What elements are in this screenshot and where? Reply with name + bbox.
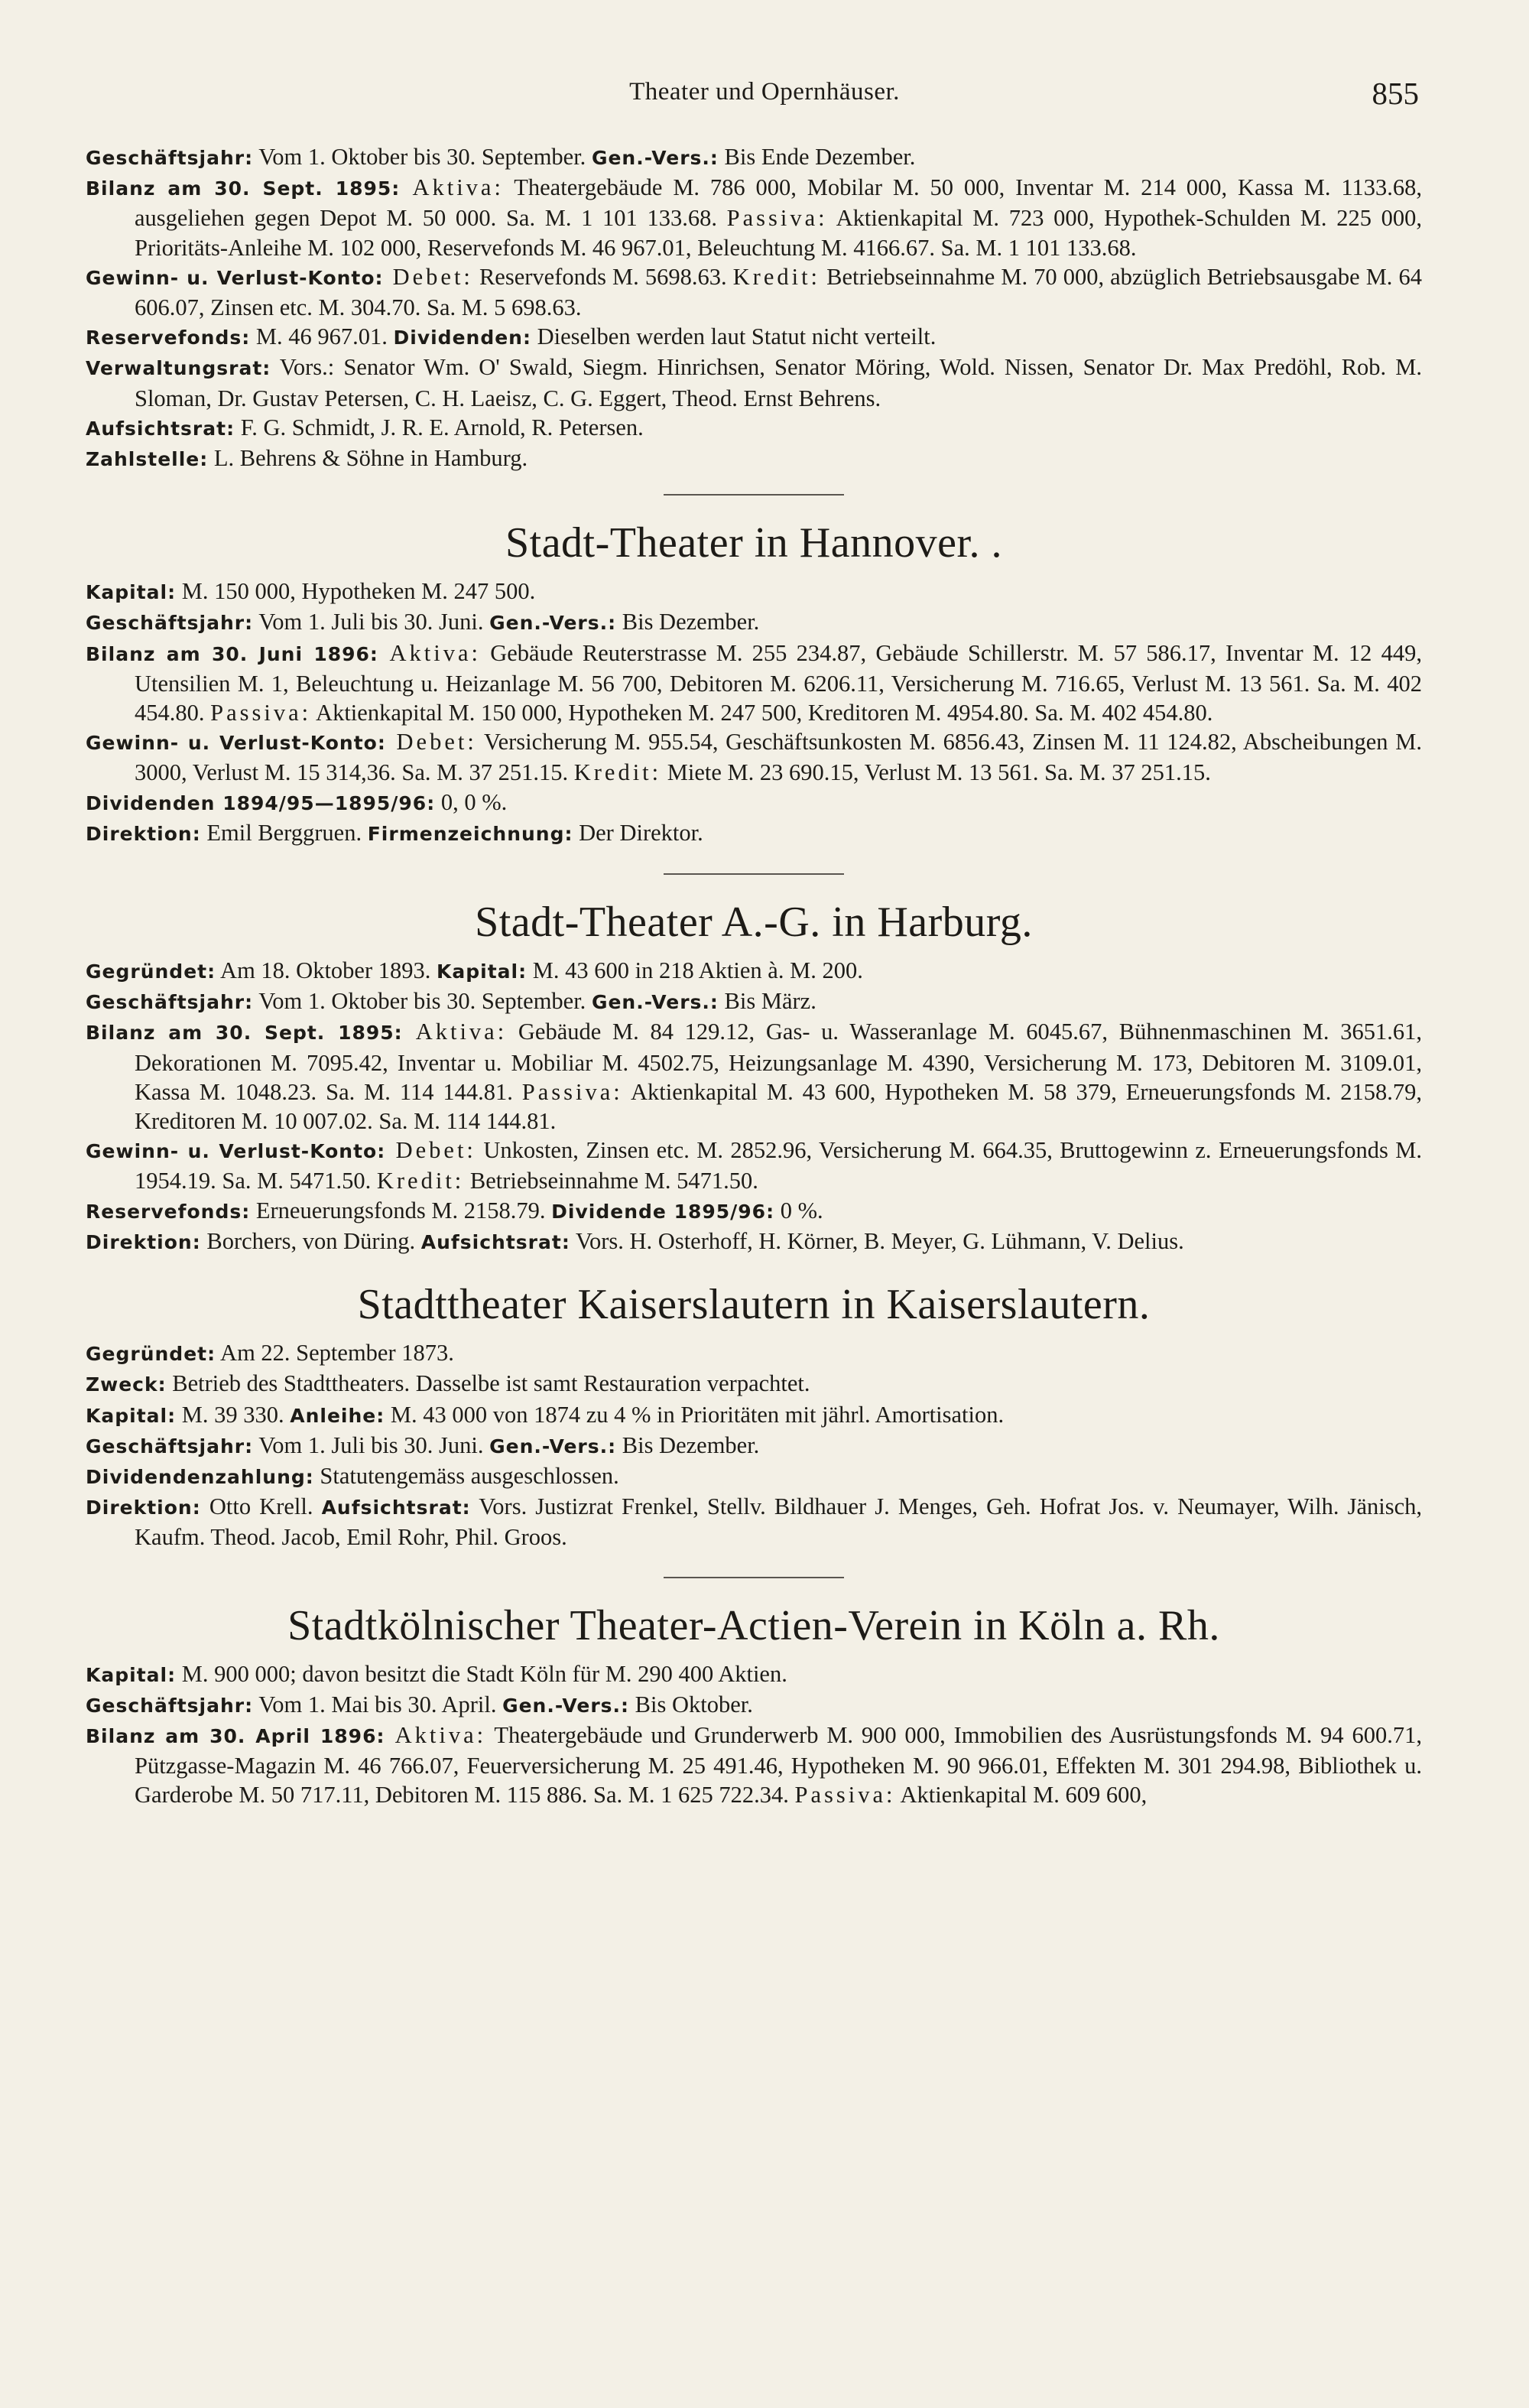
entry-text: Betrieb des Stadttheaters. Dasselbe ist samt Restauration verpachtet.: [166, 1370, 810, 1397]
entry-text: Aktienkapital M. 43 600, Hypotheken M. 58 379, Erneuerungsfonds M. 2158.79, Kreditoren M. 10 007.02. Sa. M. 114 144.81.: [135, 1078, 1422, 1135]
entry-direktion: [86, 1492, 1422, 1552]
entry-text: Der Direktor.: [573, 819, 703, 846]
entry-kapital: [86, 1659, 1422, 1690]
section-title: Stadttheater Kaiserslautern in Kaiserslautern.: [357, 1281, 1151, 1329]
entry-text: Vom 1. Oktober bis 30. September.: [253, 988, 592, 1015]
entry-key: Dividenden:: [393, 327, 531, 349]
entry-key: Gegründet:: [86, 1343, 216, 1366]
section-title: Stadtkölnischer Theater-Actien-Verein in Köln a. Rh.: [287, 1601, 1220, 1649]
entry-direktion: [86, 1227, 1422, 1257]
entry-subhead: Debet:: [385, 729, 477, 756]
entry-aufsichtsrat: [86, 413, 1422, 444]
entry-key: Direktion:: [86, 822, 201, 845]
section-koeln: [86, 1601, 1422, 1810]
entry-key: Geschäftsjahr:: [86, 1435, 254, 1457]
entry-key: Gen.-Vers.:: [489, 612, 617, 635]
entry-text: 0, 0 %.: [435, 788, 508, 815]
entry-key: Aufsichtsrat:: [321, 1496, 471, 1519]
entry-subhead: Kredit:: [732, 263, 821, 290]
entry-subhead: Aktiva:: [402, 1019, 508, 1045]
entry-text: M. 43 600 in 218 Aktien à. M. 200.: [527, 957, 863, 984]
entry-text: Vom 1. Juli bis 30. Juni.: [253, 609, 490, 635]
entry-gewinn-verlust: [86, 727, 1422, 787]
entry-direktion: [86, 818, 1422, 849]
entry-gewinn-verlust: [86, 262, 1422, 322]
entry-dividenden: [86, 788, 1422, 818]
entry-text: Unkosten, Zinsen etc. M. 2852.96, Versicherung M. 664.35, Bruttogewinn z. Erneuerungsfonds M. 1954.19. Sa. M. 5471.50.: [135, 1137, 1422, 1194]
entry-key: Bilanz am 30. Sept. 1895:: [86, 177, 401, 200]
section-hannover: [86, 518, 1422, 849]
entry-text: Statutengemäss ausgeschlossen.: [313, 1462, 619, 1489]
entry-text: Am 18. Oktober 1893.: [216, 957, 437, 984]
entry-key: Gen.-Vers.:: [489, 1435, 617, 1457]
entry-geschaeftsjahr: [86, 607, 1422, 638]
entry-text: Versicherung M. 955.54, Geschäftsunkosten M. 6856.43, Zinsen M. 11 124.82, Abscheibungen M. 3000, Verlust M. 15 314,36. Sa. M. 37 251.15.: [135, 729, 1422, 786]
entry-bilanz: [86, 173, 1422, 262]
running-header: [0, 75, 1529, 113]
entry-text: Bis März.: [718, 988, 816, 1015]
entry-text: Gebäude M. 84 129.12, Gas- u. Wasseranlage M. 6045.67, Bühnenmaschinen M. 3651.61, Dekorationen M. 7095.42, Inventar u. Mobiliar M. 4502.75, Heizungsanlage M. 4390, Versicherung M. 173, Debitoren M. 3109.01, Kassa M. 1048.23. Sa. M. 114 144.81.: [135, 1019, 1422, 1105]
entry-key: Kapital:: [86, 1663, 177, 1686]
page-number: 855: [1372, 76, 1419, 111]
entry-key: Direktion:: [86, 1496, 201, 1519]
entry-subhead: Kredit:: [573, 759, 662, 786]
entry-key: Anleihe:: [290, 1404, 385, 1427]
entry-bilanz: [86, 1721, 1422, 1810]
entry-key: Bilanz am 30. Sept. 1895:: [86, 1022, 403, 1045]
section-divider: [664, 1577, 844, 1578]
entry-key: Dividende 1895/96:: [551, 1200, 775, 1223]
entry-text: Am 22. September 1873.: [216, 1340, 454, 1366]
entry-key: Gewinn- u. Verlust-Konto:: [86, 266, 384, 289]
entry-gegruendet: [86, 956, 1422, 986]
entry-text: 0 %.: [774, 1197, 823, 1223]
entry-text: Dieselben werden laut Statut nicht verteilt.: [531, 323, 937, 350]
entry-key: Dividenden 1894/95—1895/96:: [86, 791, 436, 814]
entry-key: Aufsichtsrat:: [86, 417, 235, 440]
entry-text: F. G. Schmidt, J. R. E. Arnold, R. Petersen.: [235, 414, 644, 440]
entry-text: Aktienkapital M. 723 000, Hypothek-Schulden M. 225 000, Prioritäts-Anleihe M. 102 000, Reservefonds M. 46 967.01, Beleuchtung M. 4166.67. Sa. M. 1 101 133.68.: [135, 205, 1422, 261]
entry-text: Betriebseinnahme M. 5471.50.: [464, 1168, 758, 1194]
entry-geschaeftsjahr: [86, 986, 1422, 1017]
entry-text: M. 43 000 von 1874 zu 4 % in Prioritäten mit jährl. Amortisation.: [385, 1401, 1005, 1428]
entry-text: Reservefonds M. 5698.63.: [472, 263, 733, 290]
entry-zweck: [86, 1369, 1422, 1399]
entry-key: Aufsichtsrat:: [420, 1230, 570, 1253]
entry-key: Gewinn- u. Verlust-Konto:: [86, 1140, 386, 1163]
entry-text: Borchers, von Düring.: [200, 1227, 421, 1254]
entry-text: Bis Dezember.: [616, 609, 760, 635]
entry-text: Aktienkapital M. 150 000, Hypotheken M. 247 500, Kreditoren M. 4954.80. Sa. M. 402 454.80.: [311, 700, 1213, 726]
entry-dividendenzahlung: [86, 1461, 1422, 1492]
entry-verwaltungsrat: [86, 353, 1422, 412]
entry-reservefonds: [86, 1196, 1422, 1227]
entry-key: Gewinn- u. Verlust-Konto:: [86, 732, 386, 755]
entry-text: Theatergebäude M. 786 000, Mobilar M. 50 000, Inventar M. 214 000, Kassa M. 1133.68, ausgeliehen gegen Depot M. 50 000. Sa. M. 1 101 133.68.: [135, 174, 1422, 232]
entry-subhead: Kredit:: [376, 1168, 465, 1194]
entry-text: M. 900 000; davon besitzt die Stadt Köln für M. 290 400 Aktien.: [176, 1660, 787, 1687]
entry-text: Vors. H. Osterhoff, H. Körner, B. Meyer, G. Lühmann, V. Delius.: [570, 1227, 1184, 1254]
entry-text: Vom 1. Oktober bis 30. September.: [253, 144, 592, 170]
entry-key: Zahlstelle:: [86, 448, 209, 471]
entry-subhead: Aktiva:: [378, 639, 481, 666]
entry-geschaeftsjahr: [86, 1431, 1422, 1461]
entry-text: Aktienkapital M. 609 600,: [895, 1782, 1148, 1808]
running-title: Theater und Opernhäuser.: [629, 78, 900, 106]
entry-bilanz: [86, 639, 1422, 728]
entry-text: Theatergebäude und Grunderwerb M. 900 000, Immobilien des Ausrüstungsfonds M. 94 600.71, Pützgasse-Magazin M. 46 766.07, Feuerversicherung M. 25 491.46, Hypotheken M. 90 966.01, Effekten M. 301 294.98, Bibliothek u. Garderobe M. 50 717.11, Debitoren M. 115 886. Sa. M. 1 625 722.34.: [135, 1721, 1422, 1808]
entry-kapital: [86, 577, 1422, 607]
entry-bilanz: [86, 1017, 1422, 1136]
section-kaiserslautern: [86, 1280, 1422, 1552]
entry-text: Emil Berggruen.: [200, 819, 368, 846]
entry-key: Geschäftsjahr:: [86, 612, 254, 635]
entry-subhead: Aktiva:: [385, 1721, 487, 1748]
entry-text: Bis Oktober.: [629, 1691, 753, 1717]
entry-text: Vom 1. Juli bis 30. Juni.: [253, 1431, 490, 1458]
entry-key: Reservefonds:: [86, 327, 251, 349]
section-hamburg-continuation: [86, 142, 1422, 474]
section-title: Stadt-Theater A.-G. in Harburg.: [475, 899, 1033, 947]
entry-key: Bilanz am 30. April 1896:: [86, 1724, 385, 1747]
entry-subhead: Aktiva:: [400, 174, 504, 201]
entry-key: Reservefonds:: [86, 1200, 251, 1223]
entry-text: M. 150 000, Hypotheken M. 247 500.: [176, 578, 536, 605]
entry-geschaeftsjahr: [86, 1690, 1422, 1721]
entry-text: Vors. Justizrat Frenkel, Stellv. Bildhauer J. Menges, Geh. Hofrat Jos. v. Neumayer, Wilh. Jänisch, Kaufm. Theod. Jacob, Emil Rohr, Phil. Groos.: [135, 1493, 1422, 1551]
entry-key: Verwaltungsrat:: [86, 357, 271, 380]
section-divider: [664, 494, 844, 496]
entry-zahlstelle: [86, 444, 1422, 474]
entry-subhead: Debet:: [385, 1137, 476, 1164]
section-harburg: [86, 898, 1422, 1257]
entry-subhead: Passiva:: [726, 205, 828, 232]
entry-text: Bis Ende Dezember.: [718, 144, 916, 170]
entry-text: Otto Krell.: [200, 1493, 322, 1520]
section-divider: [664, 873, 844, 875]
entry-key: Direktion:: [86, 1230, 201, 1253]
entry-key: Bilanz am 30. Juni 1896:: [86, 642, 378, 665]
entry-key: Kapital:: [437, 960, 528, 983]
entry-geschaeftsjahr: [86, 142, 1422, 173]
entry-gegruendet: [86, 1338, 1422, 1369]
entry-text: Vom 1. Mai bis 30. April.: [253, 1691, 503, 1717]
entry-key: Gen.-Vers.:: [591, 147, 719, 169]
entry-subhead: Passiva:: [521, 1078, 623, 1105]
entry-text: M. 46 967.01.: [250, 323, 394, 350]
entry-key: Kapital:: [86, 1404, 177, 1427]
entry-text: M. 39 330.: [176, 1401, 291, 1428]
entry-key: Geschäftsjahr:: [86, 1694, 254, 1717]
entry-subhead: Debet:: [383, 263, 473, 290]
entry-key: Geschäftsjahr:: [86, 147, 254, 169]
entry-key: Gegründet:: [86, 960, 216, 983]
entry-key: Gen.-Vers.:: [591, 991, 719, 1014]
entry-text: Erneuerungsfonds M. 2158.79.: [250, 1197, 552, 1223]
entry-text: L. Behrens & Söhne in Hamburg.: [208, 445, 528, 472]
entry-key: Dividendenzahlung:: [86, 1465, 314, 1488]
entry-text: Miete M. 23 690.15, Verlust M. 13 561. Sa. M. 37 251.15.: [661, 759, 1211, 786]
section-title: Stadt-Theater in Hannover. .: [505, 519, 1002, 567]
entry-kapital: [86, 1400, 1422, 1431]
entry-key: Firmenzeichnung:: [367, 822, 573, 845]
entry-subhead: Passiva:: [794, 1782, 896, 1808]
entry-reservefonds: [86, 322, 1422, 353]
entry-key: Gen.-Vers.:: [502, 1694, 630, 1717]
entry-key: Zweck:: [86, 1373, 167, 1396]
entry-text: Bis Dezember.: [616, 1431, 760, 1458]
entry-gewinn-verlust: [86, 1136, 1422, 1195]
entry-text: Betriebseinnahme M. 70 000, abzüglich Betriebsausgabe M. 64 606.07, Zinsen etc. M. 304.70. Sa. M. 5 698.63.: [135, 263, 1422, 321]
entry-key: Kapital:: [86, 581, 177, 604]
entry-text: Gebäude Reuterstrasse M. 255 234.87, Gebäude Schillerstr. M. 57 586.17, Inventar M. 12 449, Utensilien M. 1, Beleuchtung u. Heizanlage M. 56 700, Debitoren M. 6206.11, Versicherung M. 716.65, Verlust M. 13 561. Sa. M. 402 454.80.: [135, 639, 1422, 726]
page-content: [86, 142, 1422, 1810]
entry-subhead: Passiva:: [210, 700, 312, 726]
entry-key: Geschäftsjahr:: [86, 991, 254, 1014]
entry-text: Vors.: Senator Wm. O' Swald, Siegm. Hinrichsen, Senator Möring, Wold. Nissen, Senator Dr. Max Predöhl, Rob. M. Sloman, Dr. Gustav Petersen, C. H. Laeisz, C. G. Eggert, Theod. Ernst Behrens.: [135, 354, 1422, 411]
